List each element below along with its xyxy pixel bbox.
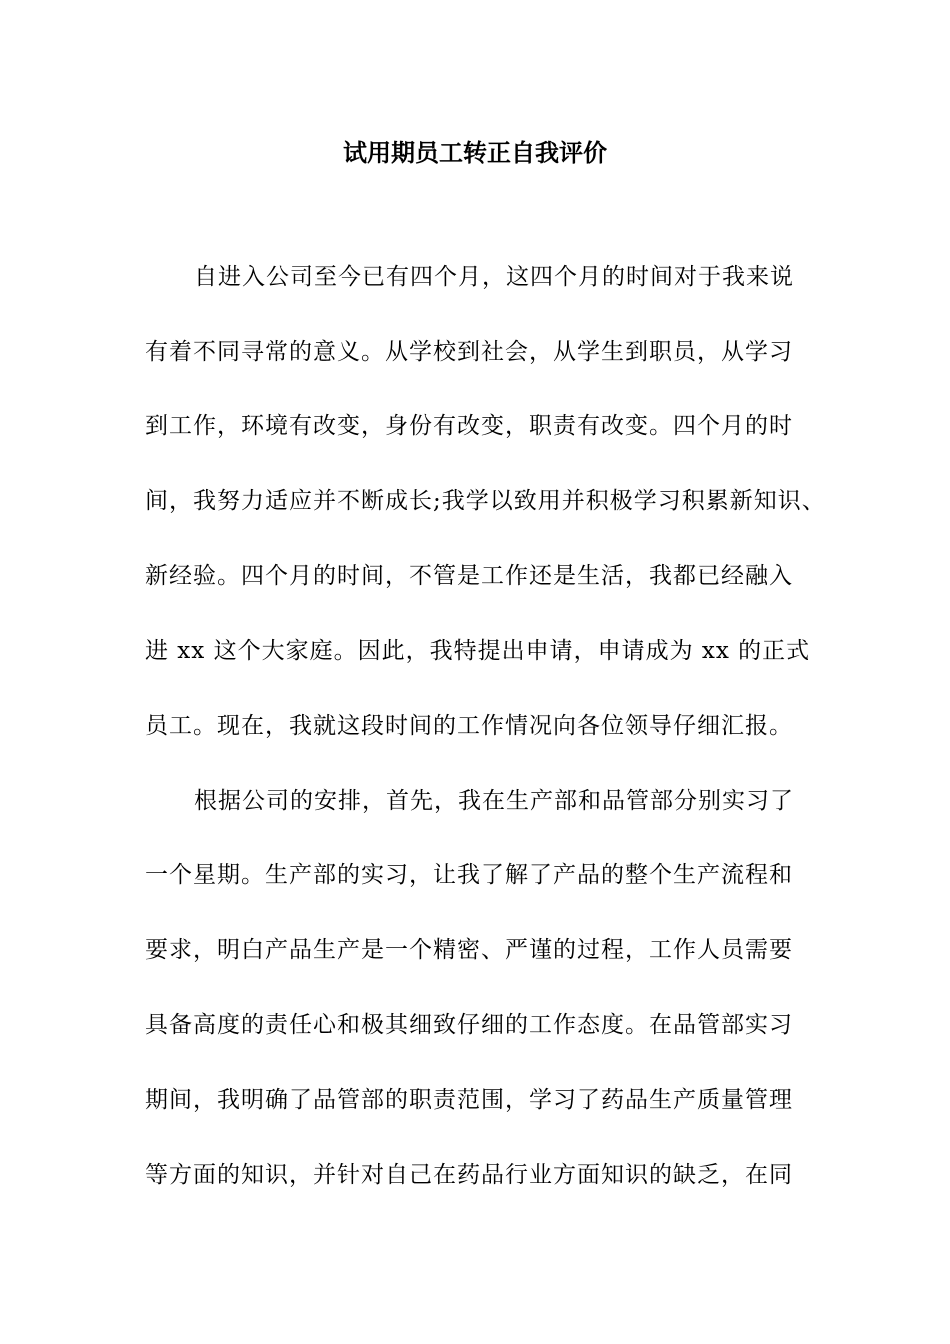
paragraph-line: 到工作，环境有改变，身份有改变，职责有改变。四个月的时 xyxy=(145,413,793,439)
paragraph-line: 具备高度的责任心和极其细致仔细的工作态度。在品管部实习 xyxy=(145,1012,793,1038)
paragraph-line: 期间，我明确了品管部的职责范围，学习了药品生产质量管理 xyxy=(145,1087,793,1113)
paragraph-line: 要求，明白产品生产是一个精密、严谨的过程，工作人员需要 xyxy=(145,937,793,963)
paragraph-line: 间，我努力适应并不断成长;我学以致用并积极学习积累新知识、 xyxy=(145,488,826,514)
paragraph-line: 根据公司的安排，首先，我在生产部和品管部分别实习了 xyxy=(194,788,794,814)
paragraph-line: 自进入公司至今已有四个月，这四个月的时间对于我来说 xyxy=(194,264,794,290)
paragraph-line: 等方面的知识，并针对自己在药品行业方面知识的缺乏，在同 xyxy=(145,1162,793,1188)
paragraph-line: 新经验。四个月的时间，不管是工作还是生活，我都已经融入 xyxy=(145,563,793,589)
document-title: 试用期员工转正自我评价 xyxy=(343,138,607,167)
paragraph-line: 有着不同寻常的意义。从学校到社会，从学生到职员，从学习 xyxy=(145,339,793,365)
paragraph-line: 进 xx 这个大家庭。因此，我特提出申请，申请成为 xx 的正式 xyxy=(145,638,811,664)
paragraph-line: 一个星期。生产部的实习，让我了解了产品的整个生产流程和 xyxy=(145,862,793,888)
paragraph-line: 员工。现在，我就这段时间的工作情况向各位领导仔细汇报。 xyxy=(145,713,793,739)
